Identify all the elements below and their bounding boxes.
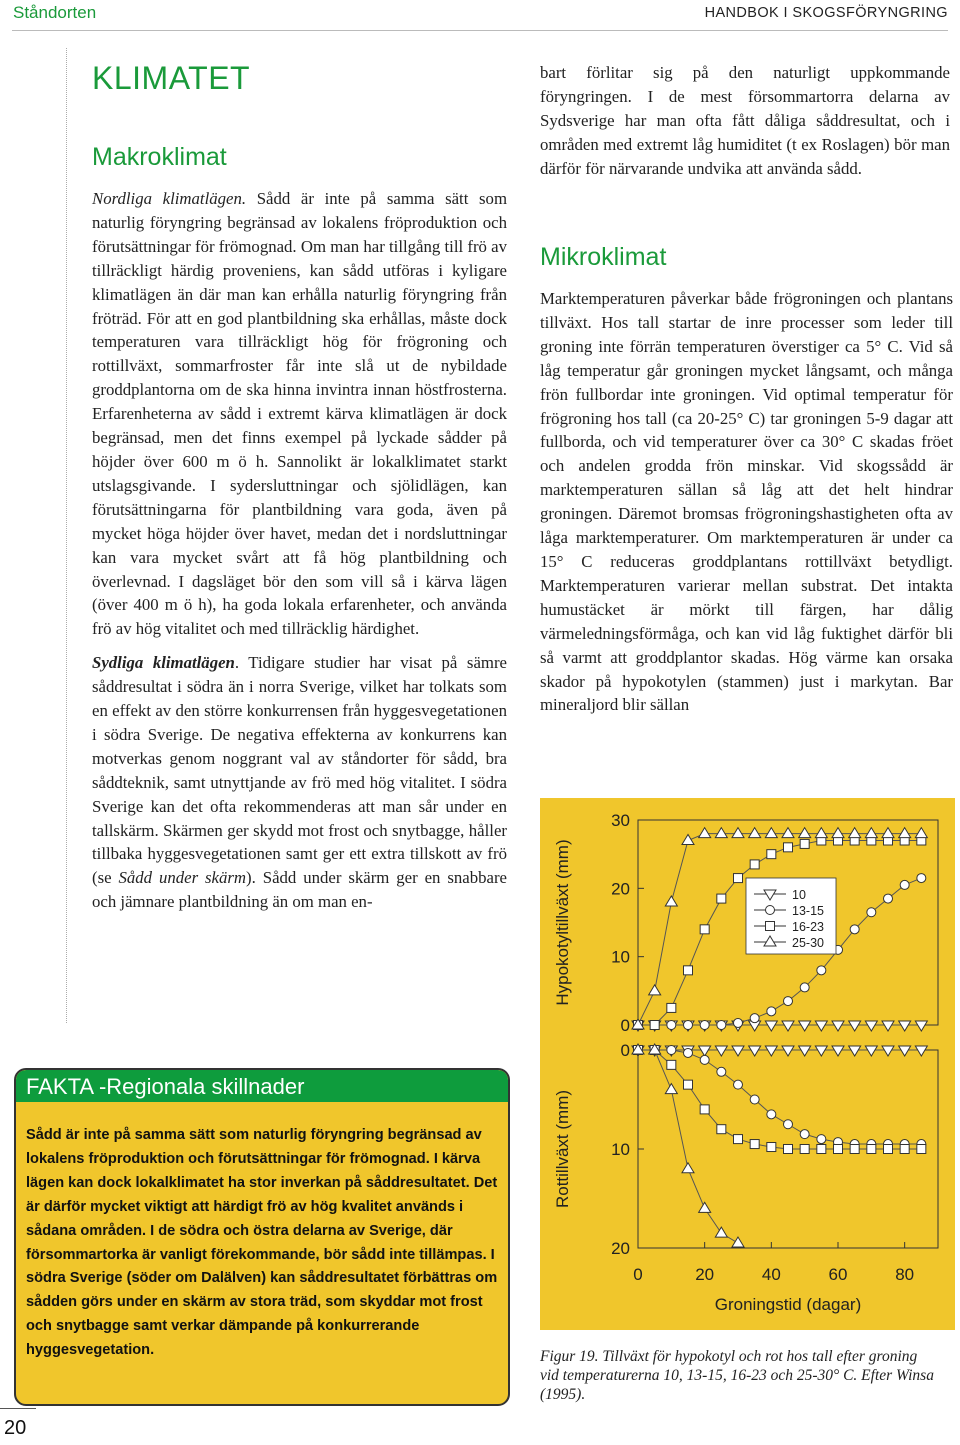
rot-point-25-30 [665, 1084, 677, 1094]
y-tick-label-top: 30 [611, 811, 630, 830]
legend-marker [766, 906, 775, 915]
rot-point-25-30 [682, 1163, 694, 1173]
hypokotyl-point-25-30 [915, 828, 927, 838]
x-tick-label: 0 [633, 1265, 643, 1284]
rot-point-13-15 [767, 1110, 776, 1119]
x-tick-label: 20 [695, 1265, 715, 1284]
hypokotyl-point-10 [899, 1021, 911, 1031]
rot-point-13-15 [700, 1055, 709, 1064]
continuation-paragraph: bart förlitar sig på den naturligt uppkommande föryngringen. I de mest försommartorra delarna av Sydsverige har man ofta fått dåliga såddresultat, och i områden med extremt låg humiditet (t ex Roslagen) bör man därför för närvarande undvika att använda sådd. [540, 63, 950, 178]
x-axis-label: Groningstid (dagar) [714, 1295, 862, 1314]
fakta-text: Sådd är inte på samma sätt som naturlig föryngring begränsad av lokalens fröproduktion och förutsättningar för frömognad. I kärva lägen kan dock lokalklimatet ha stor inverkan på såddresultatet. Det är därför mycket viktigt att härdigt frö av hög kvalitet används i sådana områden. I de södra och östra delarna av Sverige, där försommartorka är vanligt förekommande, bör sådd inte tillämpas. I södra Sverige (söder om Dalälven) kan såddresultatet förbättras om sådden görs under en skärm av stora träd, som skyddar mot frost och snytbagge samt verkar dämpande på konkurrerande hyggesvegetation. [26, 1127, 498, 1359]
fakta-title: FAKTA -Regionala skillnader [16, 1070, 508, 1102]
hypokotyl-point-25-30 [899, 828, 911, 838]
legend-label: 10 [792, 888, 806, 902]
rot-point-13-15 [667, 1046, 676, 1055]
hypokotyl-point-16-23 [650, 1021, 659, 1030]
mikroklimat-heading: Mikroklimat [540, 243, 667, 271]
hypokotyl-point-25-30 [849, 828, 861, 838]
y-tick-label-top: 20 [611, 879, 630, 899]
rot-point-10 [815, 1046, 827, 1056]
sydliga-paragraph [92, 651, 507, 914]
rot-point-16-23 [900, 1145, 909, 1154]
rot-point-10 [699, 1046, 711, 1056]
right-column-mikro [540, 287, 953, 717]
hypokotyl-point-16-23 [667, 1003, 676, 1012]
rot-point-10 [899, 1046, 911, 1056]
mikroklimat-paragraph: Marktemperaturen påverkar både frögroningen och plantans tillväxt. Hos tall startar de inre processer som leder till groning inte förrän temperaturen överstiger ca 5° C. Vid så låg temperatur går groningen mycket långsamt, och många frön fullbordar inte groningen. Vid optimal temperatur för frögroning hos tall (ca 20-25° C) tar groningen 5-9 dagar att fullborda, och vid temperaturer över ca 30° C skadas fröet och andelen grodda frön minskar. Vid skogssådd är marktemperaturen sällan så låg att det helt hindrar groningen. Däremot bromsas frögroningshastigheten ofta av låga marktemperaturer. Om marktemperaturen är under ca 15° C reduceras groddplantans rottillväxt betydligt. Marktemperaturen varierar mellan substrat. Det intakta humustäcket är mörkt till färgen, har dålig värmeledningsförmåga, och kan vid låg fuktighet därför bli så varmt att groddplantor skadas. Hög värme kan orsaka skador på hypokotylen (stammen) just i markytan. Bar mineraljord blir sällan [540, 289, 953, 715]
rot-point-13-15 [684, 1048, 693, 1057]
hypokotyl-point-10 [832, 1021, 844, 1031]
rot-point-16-23 [817, 1145, 826, 1154]
hypokotyl-point-25-30 [749, 828, 761, 838]
hypokotyl-point-25-30 [832, 828, 844, 838]
rot-point-10 [715, 1046, 727, 1056]
rot-series-line-25-30 [638, 1050, 738, 1243]
nordliga-paragraph [92, 187, 507, 641]
hypokotyl-point-25-30 [665, 896, 677, 906]
hypokotyl-point-10 [849, 1021, 861, 1031]
hypokotyl-point-10 [865, 1021, 877, 1031]
sydliga-lead: Sydliga klimatlägen [92, 653, 235, 673]
rot-point-13-15 [734, 1080, 743, 1089]
sydliga-text-1: . Tidigare studier har visat på sämre såddresultat i södra än i norra Sverige, vilket har tolkats som en effekt av den större konkurrensen från hyggesvegetationen i södra Sverige. De negativa effekterna av konkurrens kan motverkas genom noggrant val av ståndorter för sådd, bra såddteknik, samt utnyttjande av frö med hög vitalitet. I södra Sverige kan det ofta rekommenderas att man sår under en tallskärm. Skärmen ger skydd mot frost och snytbagge, håller tillbaka hyggesvegetationen samt ger ett extra tillskott av frö (se [92, 653, 507, 888]
rot-point-13-15 [800, 1130, 809, 1139]
x-tick-label: 40 [761, 1265, 781, 1284]
rot-point-10 [799, 1046, 811, 1056]
hypokotyl-point-13-15 [850, 925, 859, 934]
hypokotyl-point-10 [765, 1021, 777, 1031]
hypokotyl-point-13-15 [917, 874, 926, 883]
rot-point-16-23 [867, 1145, 876, 1154]
hypokotyl-point-13-15 [817, 966, 826, 975]
sydliga-reference: Sådd under skärm [118, 868, 247, 888]
rot-series-line-13-15 [638, 1050, 921, 1144]
legend-label: 13-15 [792, 904, 824, 918]
x-tick-label: 80 [895, 1265, 915, 1284]
rot-point-10 [732, 1046, 744, 1056]
hypokotyl-point-16-23 [684, 966, 693, 975]
rot-point-16-23 [750, 1140, 759, 1149]
rot-point-16-23 [850, 1145, 859, 1154]
figure-panel [540, 798, 955, 1330]
hypokotyl-point-13-15 [900, 880, 909, 889]
rot-point-10 [749, 1046, 761, 1056]
hypokotyl-point-25-30 [765, 828, 777, 838]
hypokotyl-point-10 [782, 1021, 794, 1031]
y-axis-label-bottom: Rottillväxt (mm) [553, 1089, 572, 1209]
rot-point-10 [915, 1046, 927, 1056]
x-tick-label: 60 [828, 1265, 848, 1284]
hypokotyl-point-16-23 [734, 874, 743, 883]
fakta-box [14, 1068, 510, 1406]
hypokotyl-point-13-15 [750, 1014, 759, 1023]
rot-point-10 [765, 1046, 777, 1056]
hypokotyl-point-16-23 [717, 894, 726, 903]
hypokotyl-point-25-30 [799, 828, 811, 838]
hypokotyl-point-10 [815, 1021, 827, 1031]
y-tick-label-top: 10 [611, 947, 630, 967]
sydliga-text-2: ). Sådd under skärm ger en snabbare och jämnare plantbildning än om man en- [92, 868, 507, 912]
hypokotyl-point-13-15 [884, 894, 893, 903]
rot-point-16-23 [767, 1143, 776, 1152]
header-rule [12, 30, 948, 31]
hypokotyl-point-10 [882, 1021, 894, 1031]
hypokotyl-point-13-15 [734, 1018, 743, 1027]
rot-point-10 [882, 1046, 894, 1056]
hypokotyl-point-25-30 [682, 835, 694, 845]
margin-rule [66, 48, 67, 1023]
hypokotyl-point-25-30 [782, 828, 794, 838]
hypokotyl-point-16-23 [750, 860, 759, 869]
y-tick-label-bottom: 20 [611, 1239, 630, 1258]
page-number: 20 [4, 1417, 27, 1439]
rot-point-16-23 [667, 1060, 676, 1069]
hypokotyl-point-13-15 [800, 983, 809, 992]
hypokotyl-point-16-23 [784, 843, 793, 852]
right-column-top [540, 61, 950, 181]
hypokotyl-point-25-30 [699, 828, 711, 838]
hypokotyl-point-13-15 [684, 1021, 693, 1030]
y-tick-label-bottom: 10 [611, 1140, 630, 1159]
hypokotyl-point-13-15 [700, 1021, 709, 1030]
hypokotyl-point-25-30 [865, 828, 877, 838]
rot-point-13-15 [784, 1120, 793, 1129]
hypokotyl-point-13-15 [767, 1007, 776, 1016]
hypokotyl-point-16-23 [800, 839, 809, 848]
growth-chart [540, 798, 955, 1330]
rot-point-16-23 [784, 1145, 793, 1154]
rot-point-16-23 [917, 1145, 926, 1154]
hypokotyl-point-25-30 [732, 828, 744, 838]
book-title: HANDBOK I SKOGSFÖRYNGRING [704, 5, 948, 21]
rot-point-25-30 [715, 1227, 727, 1237]
hypokotyl-point-25-30 [882, 828, 894, 838]
hypokotyl-point-10 [915, 1021, 927, 1031]
nordliga-text: Sådd är inte på samma sätt som naturlig föryngring begränsad av lokalens fröproduktion och förutsättningar för frömognad. Om man har tillgång till frö av tillräckligt härdig proveniens, kan sådd utföras i kyligare klimatlägen än där man kan erhålla naturlig föryngring från fröträd. För att en god plantbildning ska erhållas, måste dock temperaturen vara tillräckligt hög för frögroning och rottillväxt, sommarfroster får inte slå ut de nybildade groddplantorna om de ska hinna invintra innan höstfrosterna. Erfarenheterna av sådd i extremt kärva klimatlägen är dock begränsad, men det finns exempel på lyckade sådder på höjder över 600 m ö h. Sannolikt är lokalklimatet starkt utslagsgivande. I sydersluttningar och sjölidlägen, kan förutsättningarna för plantbildning vara goda, även på mycket höga höjder över havet, medan det i nordsluttningar kan vara mycket svårt att få hög plantbildning och överlevnad. I dagsläget bör den som vill så i kärva lägen (över 400 m ö h), ha goda lokala erfarenheter, och använda frö av hög vitalitet och med tillräcklig härdighet. [92, 189, 508, 639]
legend-marker [766, 922, 775, 931]
makroklimat-heading: Makroklimat [92, 143, 227, 171]
hypokotyl-point-16-23 [767, 850, 776, 859]
legend-label: 16-23 [792, 920, 824, 934]
hypokotyl-point-13-15 [784, 997, 793, 1006]
left-column [92, 187, 507, 914]
rot-point-16-23 [884, 1145, 893, 1154]
rot-point-16-23 [800, 1145, 809, 1154]
rot-point-10 [865, 1046, 877, 1056]
y-tick-label-top: 0 [620, 1016, 630, 1035]
page-number-rule [0, 1408, 36, 1409]
hypokotyl-point-13-15 [667, 1021, 676, 1030]
rot-point-10 [782, 1046, 794, 1056]
hypokotyl-point-10 [799, 1021, 811, 1031]
nordliga-lead: Nordliga klimatlägen. [92, 189, 247, 208]
y-tick-label-bottom: 0 [620, 1041, 630, 1060]
legend-label: 25-30 [792, 936, 824, 950]
rot-point-16-23 [734, 1135, 743, 1144]
hypokotyl-point-16-23 [700, 925, 709, 934]
page-title: KLIMATET [92, 60, 251, 96]
hypokotyl-point-25-30 [815, 828, 827, 838]
rot-point-16-23 [717, 1125, 726, 1134]
hypokotyl-point-25-30 [649, 985, 661, 995]
rot-point-13-15 [750, 1095, 759, 1104]
section-title: Ståndorten [13, 3, 97, 22]
y-axis-label-top: Hypokotyltillväxt (mm) [553, 839, 572, 1006]
rot-point-16-23 [834, 1145, 843, 1154]
rot-point-13-15 [717, 1067, 726, 1076]
rot-point-10 [832, 1046, 844, 1056]
rot-point-16-23 [700, 1105, 709, 1114]
hypokotyl-point-13-15 [717, 1021, 726, 1030]
rot-point-13-15 [817, 1135, 826, 1144]
rot-point-25-30 [699, 1202, 711, 1212]
rot-point-25-30 [732, 1237, 744, 1247]
hypokotyl-point-13-15 [867, 908, 876, 917]
rot-point-16-23 [684, 1080, 693, 1089]
figure-caption: Figur 19. Tillväxt för hypokotyl och rot hos tall efter groning vid temperaturerna 10, 13-15, 16-23 och 25-30° C. Efter Winsa (1995). [540, 1348, 934, 1403]
rot-point-10 [849, 1046, 861, 1056]
hypokotyl-point-25-30 [715, 828, 727, 838]
